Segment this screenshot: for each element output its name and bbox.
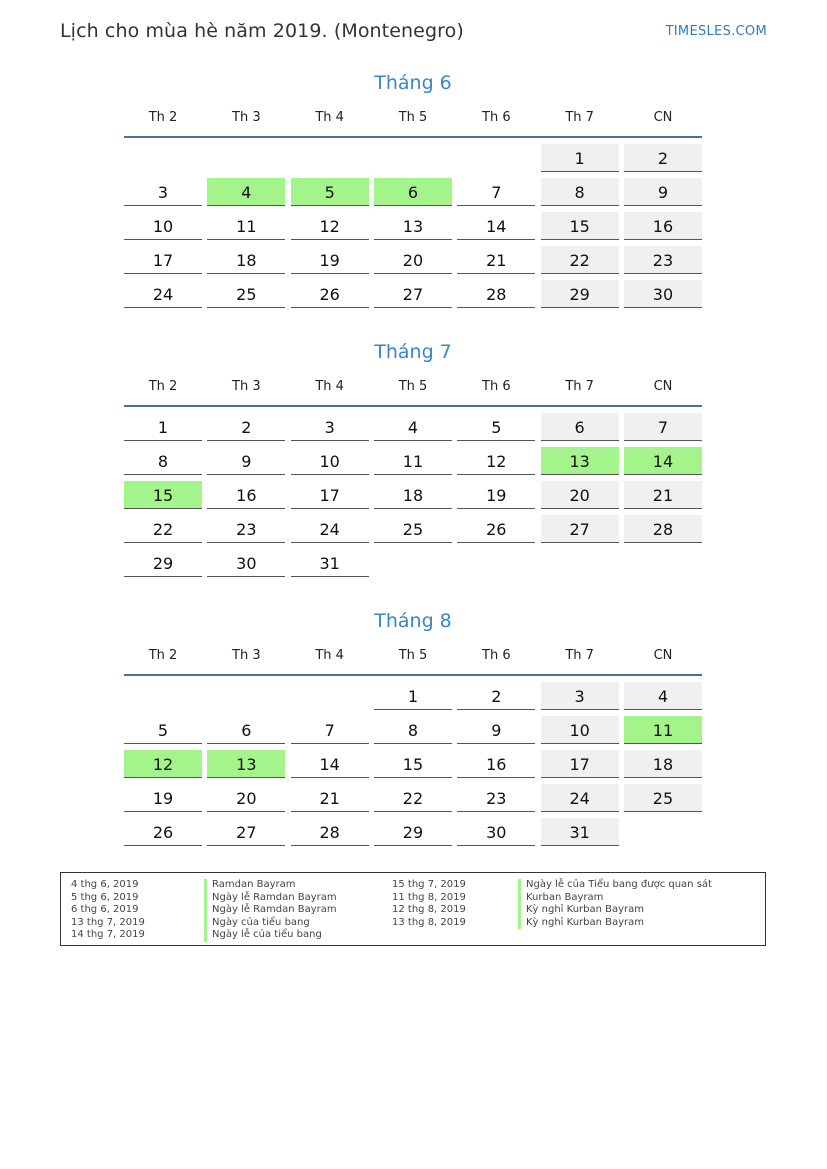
day-cell: 2 — [624, 144, 702, 172]
day-cell: 6 — [374, 178, 452, 206]
day-cell: 8 — [374, 716, 452, 744]
day-cell: 19 — [457, 481, 535, 509]
day-cell: 6 — [541, 413, 619, 441]
day-cell: 4 — [374, 413, 452, 441]
day-cell: 24 — [124, 280, 202, 308]
day-cell: 7 — [291, 716, 369, 744]
day-cell: 12 — [291, 212, 369, 240]
day-cell: 8 — [541, 178, 619, 206]
day-cell: 21 — [457, 246, 535, 274]
week-row — [124, 481, 702, 509]
day-cell: 26 — [457, 515, 535, 543]
day-cell: 30 — [457, 818, 535, 846]
day-cell: 19 — [291, 246, 369, 274]
week-row — [124, 784, 702, 812]
weekday-label: CN — [653, 379, 673, 394]
weekday-label: Th 5 — [398, 379, 428, 394]
day-cell: 27 — [207, 818, 285, 846]
day-cell: 15 — [124, 481, 202, 509]
day-cell: 3 — [124, 178, 202, 206]
legend-date: 14 thg 7, 2019 — [71, 929, 145, 941]
weekday-label: Th 3 — [232, 648, 261, 663]
day-cell: 16 — [207, 481, 285, 509]
week-row — [124, 716, 702, 744]
day-cell: 8 — [124, 447, 202, 475]
week-row — [124, 280, 702, 308]
month-title: Tháng 7 — [374, 341, 452, 363]
weekday-label: Th 6 — [482, 110, 511, 125]
day-cell: 3 — [291, 413, 369, 441]
weekday-label: Th 7 — [565, 110, 594, 125]
week-row — [124, 178, 702, 206]
day-cell: 16 — [457, 750, 535, 778]
day-cell: 20 — [541, 481, 619, 509]
day-cell: 14 — [624, 447, 702, 475]
weekday-label: Th 3 — [232, 379, 261, 394]
legend-holiday-name: Ngày lễ Ramdan Bayram — [204, 904, 337, 917]
legend-date: 5 thg 6, 2019 — [71, 891, 139, 903]
legend-holiday-name: Ngày lễ của Tiểu bang được quan sát — [518, 879, 712, 892]
day-cell: 9 — [207, 447, 285, 475]
day-cell: 12 — [124, 750, 202, 778]
legend-date: 13 thg 7, 2019 — [71, 916, 145, 928]
day-cell: 1 — [124, 413, 202, 441]
day-cell: 14 — [457, 212, 535, 240]
legend-date: 6 thg 6, 2019 — [71, 904, 139, 916]
day-cell: 4 — [207, 178, 285, 206]
weekday-label: Th 2 — [148, 379, 178, 394]
weekday-label: Th 6 — [482, 648, 511, 663]
day-cell: 6 — [207, 716, 285, 744]
holiday-legend — [60, 872, 766, 946]
page-title: Lịch cho mùa hè năm 2019. (Montenegro) — [60, 20, 464, 42]
day-cell: 25 — [374, 515, 452, 543]
day-cell: 20 — [374, 246, 452, 274]
empty-day-cell — [291, 144, 369, 172]
legend-column-names-2 — [518, 879, 712, 929]
weekday-label: CN — [653, 110, 673, 125]
day-cell: 2 — [457, 682, 535, 710]
day-cell: 9 — [624, 178, 702, 206]
day-cell: 17 — [124, 246, 202, 274]
week-row — [124, 144, 702, 172]
week-row — [124, 447, 702, 475]
day-cell: 11 — [624, 716, 702, 744]
empty-day-cell — [374, 549, 452, 577]
week-row — [124, 246, 702, 274]
week-row — [124, 750, 702, 778]
legend-holiday-name: Ngày lễ của tiểu bang — [204, 929, 337, 942]
empty-day-cell — [207, 144, 285, 172]
day-cell: 25 — [624, 784, 702, 812]
month-block — [124, 70, 702, 308]
empty-day-cell — [124, 682, 202, 710]
day-cell: 19 — [124, 784, 202, 812]
weekday-header — [124, 648, 702, 676]
day-cell: 29 — [541, 280, 619, 308]
week-row — [124, 549, 702, 577]
day-cell: 5 — [457, 413, 535, 441]
month-title: Tháng 8 — [374, 610, 452, 632]
day-cell: 27 — [541, 515, 619, 543]
day-cell: 29 — [124, 549, 202, 577]
day-cell: 11 — [207, 212, 285, 240]
day-cell: 12 — [457, 447, 535, 475]
day-cell: 13 — [541, 447, 619, 475]
day-cell: 31 — [291, 549, 369, 577]
weekday-label: Th 4 — [315, 379, 344, 394]
legend-date: 11 thg 8, 2019 — [392, 891, 466, 903]
day-cell: 30 — [207, 549, 285, 577]
week-row — [124, 515, 702, 543]
empty-day-cell — [291, 682, 369, 710]
day-cell: 2 — [207, 413, 285, 441]
month-block — [124, 608, 702, 846]
empty-day-cell — [541, 549, 619, 577]
day-cell: 20 — [207, 784, 285, 812]
legend-column-dates-2 — [392, 879, 466, 929]
weekday-label: Th 2 — [148, 648, 178, 663]
legend-holiday-name: Ramdan Bayram — [204, 879, 337, 892]
day-cell: 1 — [374, 682, 452, 710]
day-cell: 25 — [207, 280, 285, 308]
week-row — [124, 682, 702, 710]
day-cell: 26 — [124, 818, 202, 846]
day-cell: 3 — [541, 682, 619, 710]
empty-day-cell — [457, 549, 535, 577]
weekday-label: Th 3 — [232, 110, 261, 125]
day-cell: 7 — [624, 413, 702, 441]
weekday-header — [124, 379, 702, 407]
day-cell: 10 — [124, 212, 202, 240]
day-cell: 9 — [457, 716, 535, 744]
day-cell: 30 — [624, 280, 702, 308]
day-cell: 28 — [624, 515, 702, 543]
empty-day-cell — [207, 682, 285, 710]
day-cell: 15 — [541, 212, 619, 240]
day-cell: 17 — [291, 481, 369, 509]
day-cell: 22 — [541, 246, 619, 274]
empty-day-cell — [624, 818, 702, 846]
day-cell: 26 — [291, 280, 369, 308]
legend-column-names-1 — [204, 879, 337, 942]
week-row — [124, 413, 702, 441]
day-cell: 24 — [541, 784, 619, 812]
weekday-label: Th 5 — [398, 110, 428, 125]
day-cell: 23 — [207, 515, 285, 543]
day-cell: 18 — [207, 246, 285, 274]
day-cell: 18 — [374, 481, 452, 509]
legend-date: 4 thg 6, 2019 — [71, 879, 139, 890]
week-row — [124, 818, 702, 846]
day-cell: 23 — [624, 246, 702, 274]
legend-holiday-name: Ngày lễ Ramdan Bayram — [204, 892, 337, 905]
day-cell: 28 — [457, 280, 535, 308]
day-cell: 10 — [291, 447, 369, 475]
day-cell: 1 — [541, 144, 619, 172]
weekday-label: CN — [653, 648, 673, 663]
day-cell: 28 — [291, 818, 369, 846]
weekday-label: Th 4 — [315, 110, 344, 125]
day-cell: 29 — [374, 818, 452, 846]
day-cell: 21 — [291, 784, 369, 812]
legend-date: 15 thg 7, 2019 — [392, 879, 466, 890]
day-cell: 16 — [624, 212, 702, 240]
day-cell: 22 — [374, 784, 452, 812]
brand-link[interactable]: TIMESLES.COM — [665, 24, 767, 39]
day-cell: 7 — [457, 178, 535, 206]
day-cell: 18 — [624, 750, 702, 778]
month-title: Tháng 6 — [374, 72, 452, 94]
empty-day-cell — [374, 144, 452, 172]
day-cell: 27 — [374, 280, 452, 308]
weekday-header — [124, 110, 702, 138]
week-row — [124, 212, 702, 240]
day-cell: 11 — [374, 447, 452, 475]
legend-holiday-name: Kurban Bayram — [518, 892, 712, 905]
day-cell: 10 — [541, 716, 619, 744]
legend-holiday-name: Ngày của tiểu bang — [204, 917, 337, 930]
day-cell: 17 — [541, 750, 619, 778]
weekday-label: Th 4 — [315, 648, 344, 663]
day-cell: 23 — [457, 784, 535, 812]
legend-date: 13 thg 8, 2019 — [392, 916, 466, 928]
day-cell: 5 — [291, 178, 369, 206]
weekday-label: Th 6 — [482, 379, 511, 394]
legend-column-dates-1 — [71, 879, 145, 942]
day-cell: 5 — [124, 716, 202, 744]
weekday-label: Th 7 — [565, 648, 594, 663]
day-cell: 13 — [374, 212, 452, 240]
weekday-label: Th 5 — [398, 648, 428, 663]
day-cell: 13 — [207, 750, 285, 778]
day-cell: 24 — [291, 515, 369, 543]
legend-date: 12 thg 8, 2019 — [392, 904, 466, 916]
day-cell: 21 — [624, 481, 702, 509]
day-cell: 14 — [291, 750, 369, 778]
empty-day-cell — [624, 549, 702, 577]
day-cell: 15 — [374, 750, 452, 778]
weekday-label: Th 2 — [148, 110, 178, 125]
day-cell: 4 — [624, 682, 702, 710]
weekday-label: Th 7 — [565, 379, 594, 394]
empty-day-cell — [124, 144, 202, 172]
day-cell: 31 — [541, 818, 619, 846]
empty-day-cell — [457, 144, 535, 172]
day-cell: 22 — [124, 515, 202, 543]
legend-holiday-name: Kỳ nghỉ Kurban Bayram — [518, 917, 712, 930]
month-block — [124, 339, 702, 577]
legend-holiday-name: Kỳ nghỉ Kurban Bayram — [518, 904, 712, 917]
